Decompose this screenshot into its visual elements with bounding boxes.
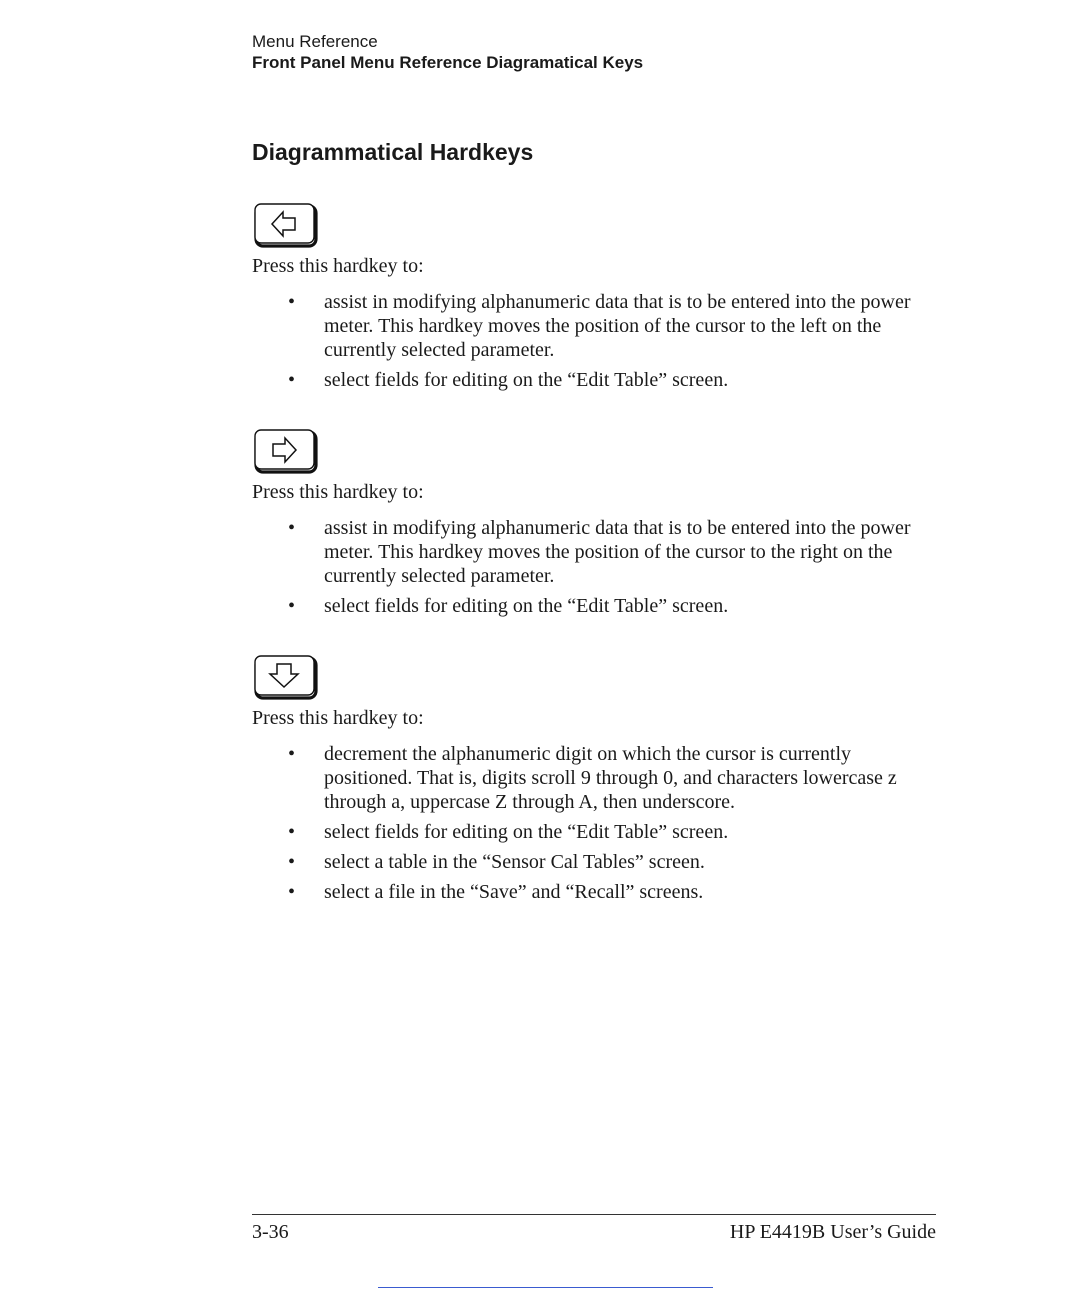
key-intro-text: Press this hardkey to: <box>252 481 424 503</box>
header-section: Menu Reference <box>252 32 378 51</box>
bullet-list <box>252 516 942 618</box>
down-arrow-key-icon <box>252 654 318 700</box>
bullet-dot: • <box>288 517 296 539</box>
bullet-dot: • <box>288 881 296 903</box>
bullet-dot: • <box>288 595 296 617</box>
right-arrow-key-icon <box>252 428 318 474</box>
list-item <box>252 368 942 392</box>
list-item <box>252 594 942 618</box>
list-item <box>252 290 942 362</box>
list-item <box>252 850 942 874</box>
list-item <box>252 516 942 588</box>
bullet-text: decrement the alphanumeric digit on which the cursor is currently positioned. That is, digits scroll 9 through 0, and characters lowercase z through a, uppercase Z through A, then underscore. <box>324 743 897 813</box>
guide-title: HP E4419B User’s Guide <box>729 1221 936 1243</box>
bullet-dot: • <box>288 369 296 391</box>
bullet-text: select fields for editing on the “Edit Table” screen. <box>324 369 729 391</box>
bullet-list <box>252 290 942 392</box>
left-key-section <box>252 202 942 398</box>
left-arrow-key-icon <box>252 202 318 248</box>
down-key-section <box>252 654 942 910</box>
page-number: 3-36 <box>252 1221 289 1243</box>
bullet-dot: • <box>288 851 296 873</box>
bullet-list <box>252 742 942 904</box>
right-key-section <box>252 428 942 624</box>
bullet-text: assist in modifying alphanumeric data that is to be entered into the power meter. This hardkey moves the position of the cursor to the left on the currently selected parameter. <box>324 291 911 361</box>
bullet-text: assist in modifying alphanumeric data that is to be entered into the power meter. This hardkey moves the position of the cursor to the right on the currently selected parameter. <box>324 517 911 587</box>
key-intro-text: Press this hardkey to: <box>252 255 424 277</box>
bullet-text: select a table in the “Sensor Cal Tables” screen. <box>324 851 705 873</box>
bullet-dot: • <box>288 743 296 765</box>
footer-divider <box>252 1214 936 1215</box>
list-item <box>252 742 942 814</box>
bullet-text: select fields for editing on the “Edit Table” screen. <box>324 595 729 617</box>
bullet-text: select a file in the “Save” and “Recall” screens. <box>324 881 704 903</box>
bullet-text: select fields for editing on the “Edit Table” screen. <box>324 821 729 843</box>
header-subsection: Front Panel Menu Reference Diagramatical Keys <box>252 53 644 72</box>
list-item <box>252 880 942 904</box>
bullet-dot: • <box>288 291 296 313</box>
link-underline[interactable] <box>378 1287 713 1288</box>
key-intro-text: Press this hardkey to: <box>252 707 424 729</box>
bullet-dot: • <box>288 821 296 843</box>
page-title: Diagrammatical Hardkeys <box>252 139 534 165</box>
list-item <box>252 820 942 844</box>
running-header <box>252 31 643 73</box>
